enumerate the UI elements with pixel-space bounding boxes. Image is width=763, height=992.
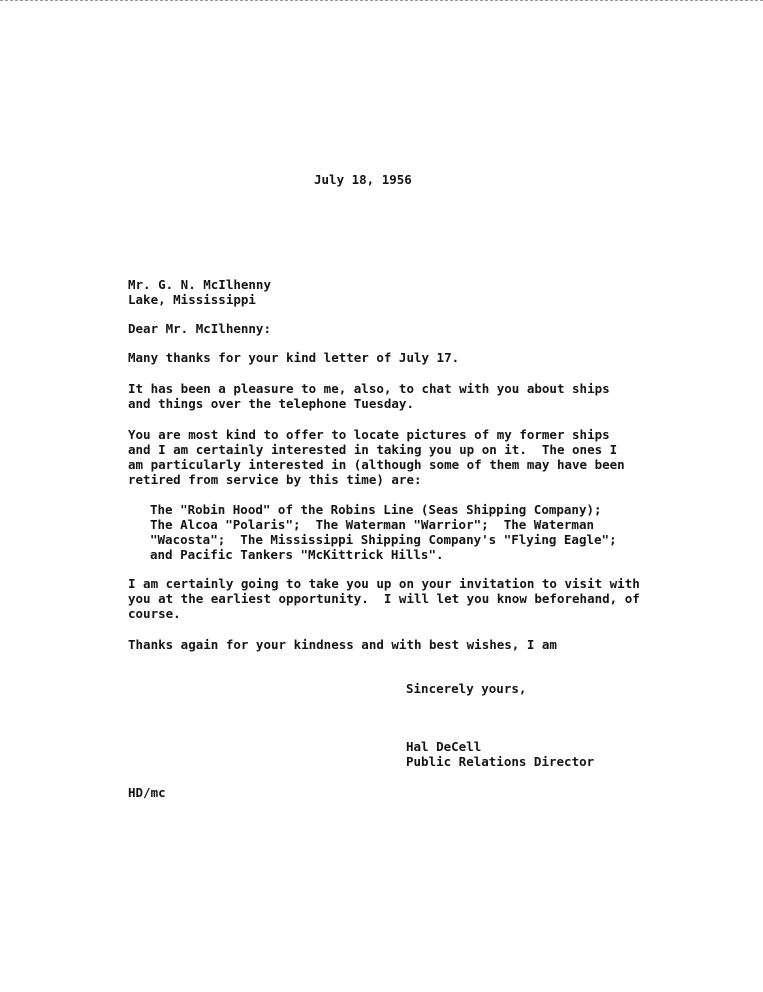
- page-top-edge: [0, 0, 763, 1]
- closing: Sincerely yours,: [406, 681, 527, 696]
- ships-list-line: The "Robin Hood" of the Robins Line (Seas Shipping Company);: [150, 502, 602, 517]
- paragraph-pictures-line: retired from service by this time) are:: [128, 472, 422, 487]
- paragraph-chat-line: It has been a pleasure to me, also, to chat with you about ships: [128, 381, 610, 396]
- letter-date: July 18, 1956: [314, 172, 412, 187]
- typist-initials: HD/mc: [128, 785, 166, 800]
- paragraph-chat-line: and things over the telephone Tuesday.: [128, 396, 414, 411]
- paragraph-invitation-line: course.: [128, 606, 181, 621]
- recipient-name: Mr. G. N. McIlhenny: [128, 277, 271, 292]
- signature-title: Public Relations Director: [406, 754, 595, 769]
- signature-name: Hal DeCell: [406, 739, 482, 754]
- salutation: Dear Mr. McIlhenny:: [128, 321, 271, 336]
- paragraph-pictures-line: am particularly interested in (although some of them may have been: [128, 457, 625, 472]
- paragraph-pictures-line: and I am certainly interested in taking you up on it. The ones I: [128, 442, 618, 457]
- paragraph-best-wishes: Thanks again for your kindness and with best wishes, I am: [128, 637, 557, 652]
- paragraph-invitation-line: you at the earliest opportunity. I will let you know beforehand, of: [128, 591, 640, 606]
- recipient-location: Lake, Mississippi: [128, 292, 256, 307]
- ships-list-line: "Wacosta"; The Mississippi Shipping Company's "Flying Eagle";: [150, 532, 617, 547]
- ships-list-line: and Pacific Tankers "McKittrick Hills".: [150, 547, 444, 562]
- paragraph-invitation-line: I am certainly going to take you up on your invitation to visit with: [128, 576, 640, 591]
- paragraph-thanks: Many thanks for your kind letter of July 17.: [128, 350, 460, 365]
- paragraph-pictures-line: You are most kind to offer to locate pictures of my former ships: [128, 427, 610, 442]
- ships-list-line: The Alcoa "Polaris"; The Waterman "Warrior"; The Waterman: [150, 517, 595, 532]
